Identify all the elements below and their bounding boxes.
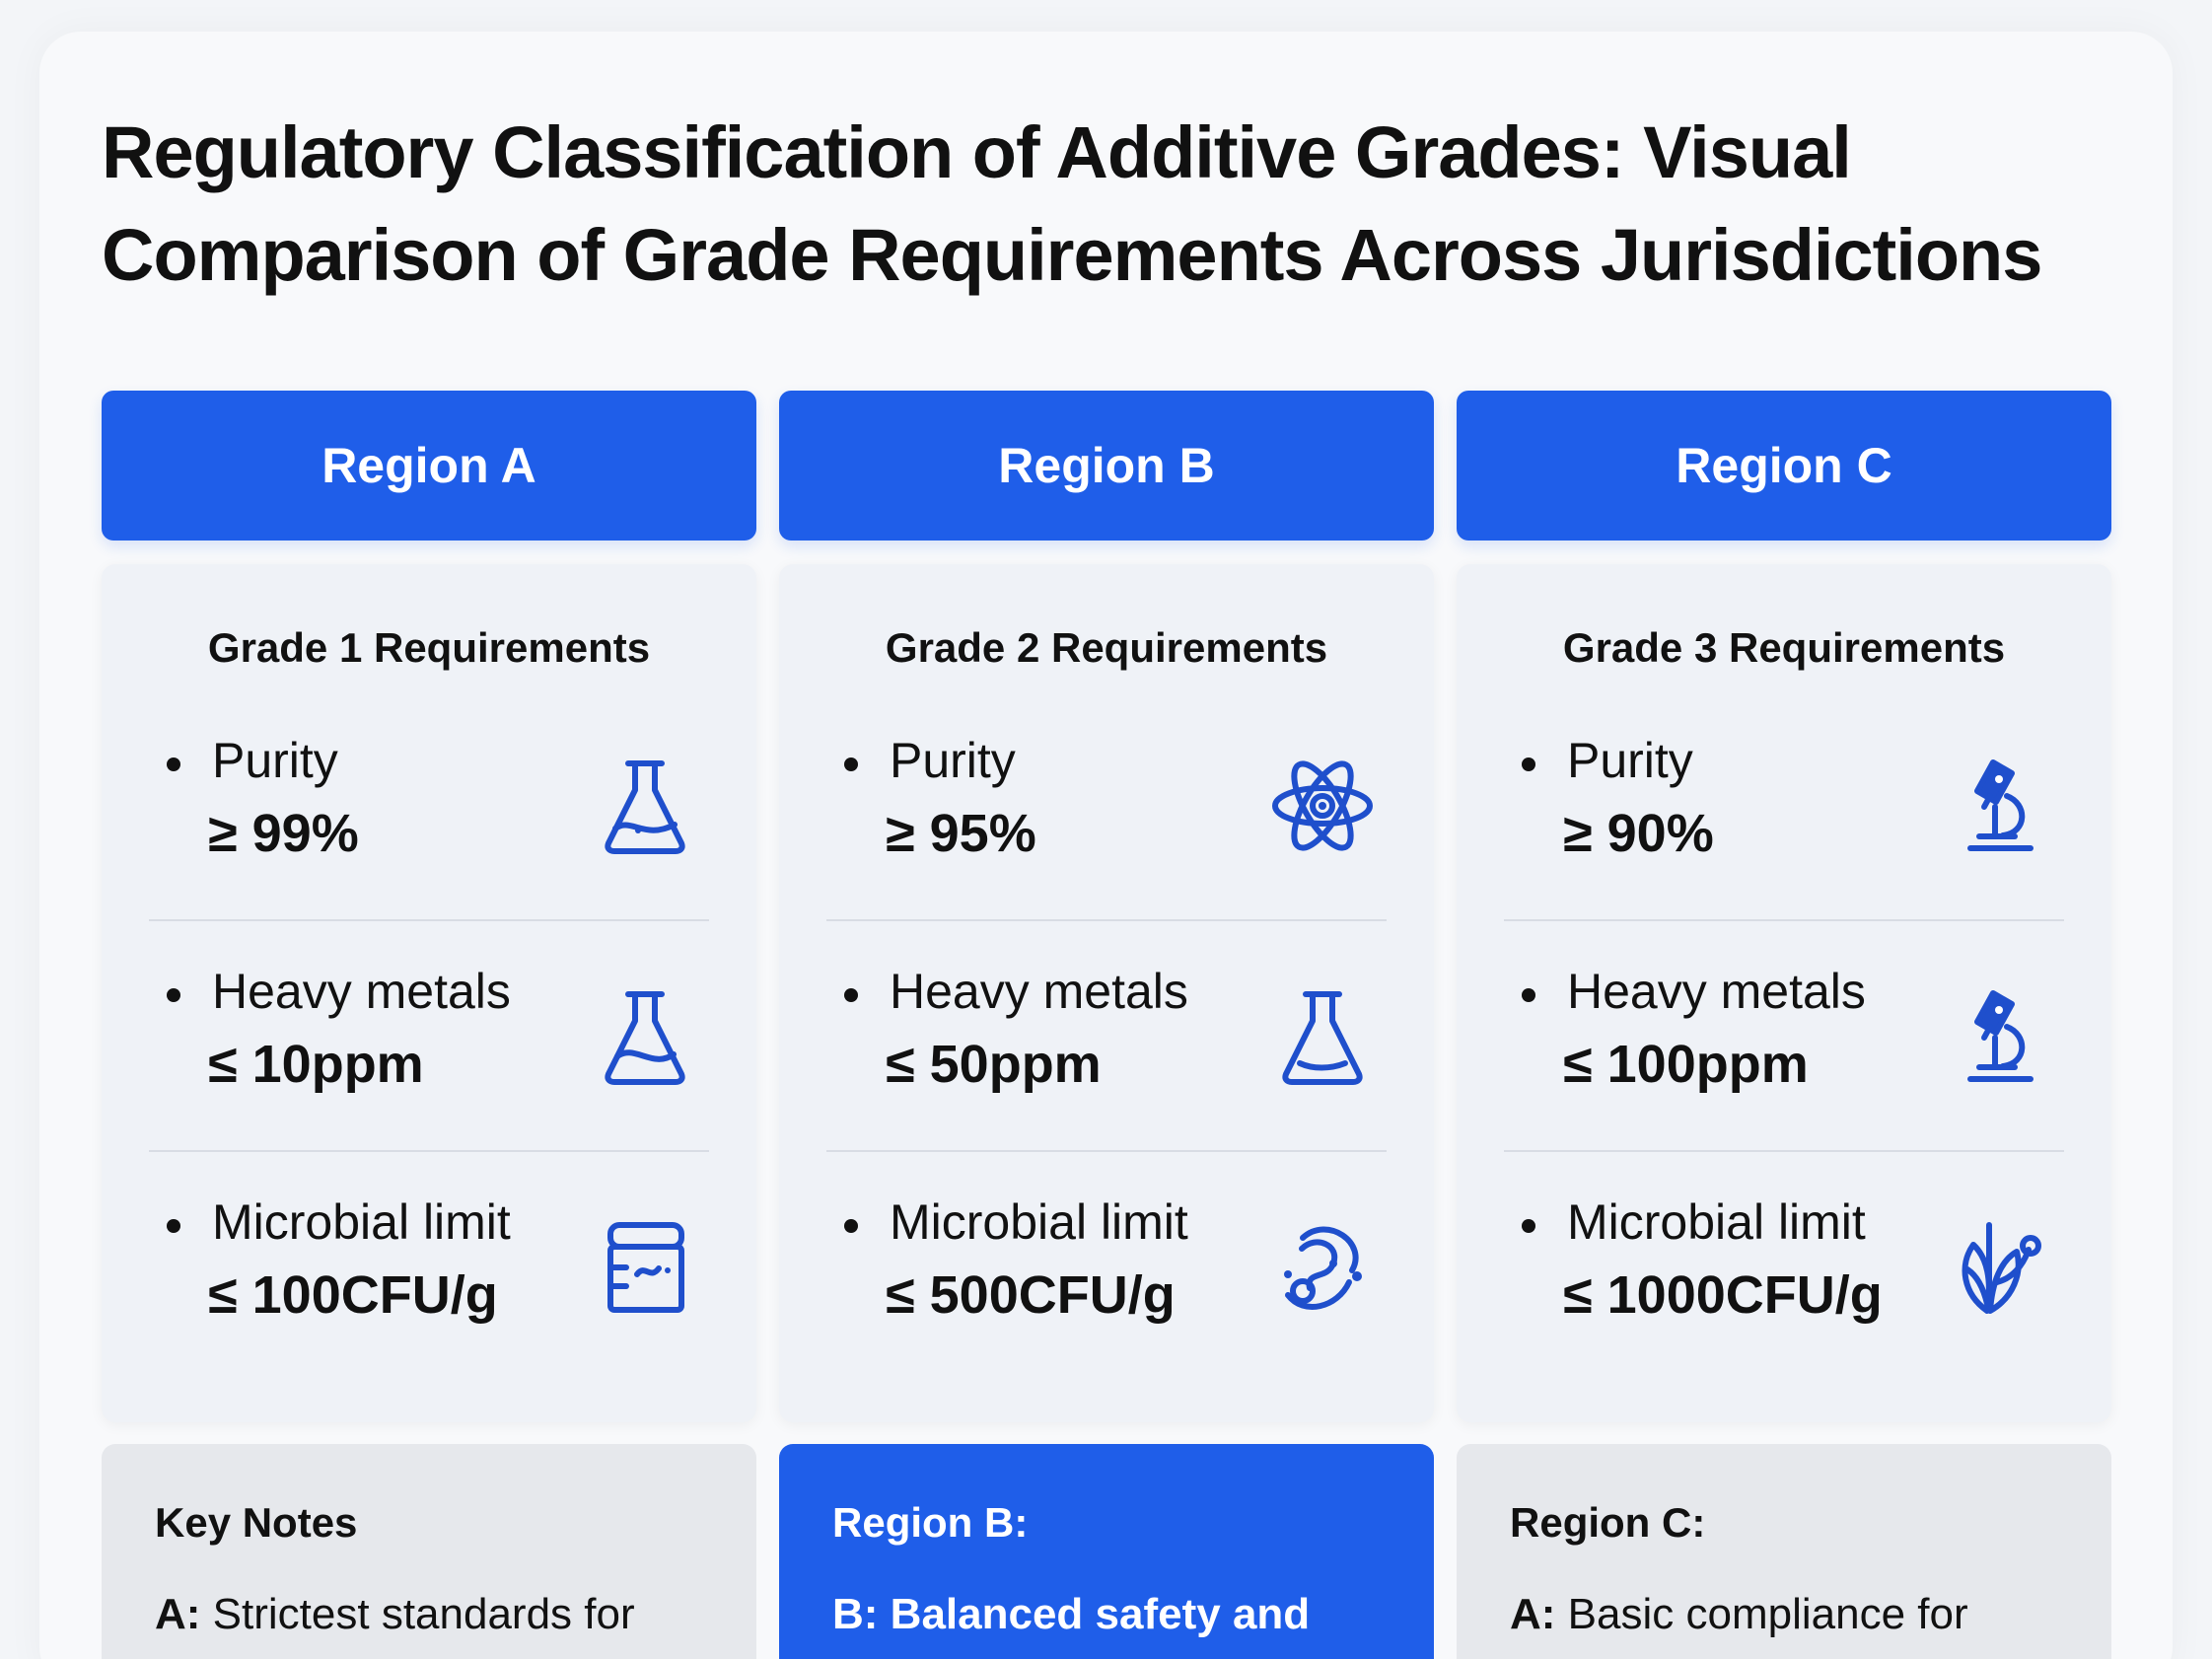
requirement-label: Purity [1567, 733, 1693, 788]
atom-icon [1268, 752, 1377, 860]
requirement-value: ≤ 50ppm [886, 1035, 1102, 1094]
bullet-point [167, 757, 180, 771]
region-a-header: Region A [102, 391, 756, 541]
note-body: Basic compliance for [1567, 1590, 1968, 1638]
requirement-label: Heavy metals [890, 964, 1188, 1019]
bullet-point [844, 757, 858, 771]
requirement-label: Heavy metals [1567, 964, 1866, 1019]
requirement-label: Microbial limit [1567, 1194, 1866, 1250]
note-prefix: A: [155, 1590, 201, 1638]
requirement-label: Microbial limit [212, 1194, 511, 1250]
note-body: Strictest standards for [212, 1590, 635, 1638]
requirement-label: Purity [890, 733, 1016, 788]
flask-icon [591, 752, 699, 860]
region-c-header: Region C [1457, 391, 2111, 541]
requirement-value: ≤ 1000CFU/g [1563, 1265, 1883, 1325]
region-b-note-card [779, 1444, 1434, 1659]
note-text [832, 1584, 1394, 1645]
bullet-point [1522, 1219, 1535, 1233]
bullet-point [1522, 757, 1535, 771]
requirement-item [1457, 921, 2111, 1152]
requirement-label: Purity [212, 733, 338, 788]
requirement-item [779, 690, 1434, 921]
requirement-value: ≤ 100CFU/g [208, 1265, 498, 1325]
page-title: Regulatory Classification of Additive Grades: Visual Comparison of Grade Requirements Across Jurisdictions [102, 111, 2042, 296]
note-title: Key Notes [155, 1499, 358, 1546]
region-c-note-card [1457, 1444, 2111, 1659]
region-b-grade-card [779, 564, 1434, 1422]
requirement-item [1457, 1152, 2111, 1383]
region-c-grade-card [1457, 564, 2111, 1422]
bullet-point [1522, 988, 1535, 1002]
requirement-value: ≤ 100ppm [1563, 1035, 1809, 1094]
requirement-value: ≤ 10ppm [208, 1035, 424, 1094]
requirement-item [779, 921, 1434, 1152]
bullet-point [844, 1219, 858, 1233]
requirement-value: ≤ 500CFU/g [886, 1265, 1176, 1325]
flask-icon [591, 982, 699, 1091]
leaf-icon [1946, 1213, 2054, 1322]
note-prefix: B: [832, 1590, 879, 1638]
note-text [155, 1584, 717, 1645]
grade-title: Grade 1 Requirements [207, 624, 651, 671]
key-notes-card [102, 1444, 756, 1659]
region-a-grade-card [102, 564, 756, 1422]
note-prefix: A: [1510, 1590, 1556, 1638]
microscope-icon [1946, 982, 2054, 1091]
note-body: Balanced safety and [890, 1590, 1311, 1638]
requirement-value: ≥ 95% [886, 804, 1036, 863]
note-title: Region B: [832, 1499, 1029, 1546]
requirement-value: ≥ 99% [208, 804, 359, 863]
requirement-item [1457, 690, 2111, 921]
microscope-icon [1946, 752, 2054, 860]
requirement-item [779, 1152, 1434, 1383]
region-b-header: Region B [779, 391, 1434, 541]
requirement-value: ≥ 90% [1563, 804, 1714, 863]
requirement-label: Heavy metals [212, 964, 511, 1019]
flask-icon [1268, 982, 1377, 1091]
microbe-icon [1268, 1213, 1377, 1322]
note-title: Region C: [1510, 1499, 1706, 1546]
bullet-point [844, 988, 858, 1002]
grade-title: Grade 3 Requirements [1562, 624, 2006, 671]
grade-title: Grade 2 Requirements [885, 624, 1328, 671]
requirement-label: Microbial limit [890, 1194, 1188, 1250]
requirement-item [102, 690, 756, 921]
bullet-point [167, 988, 180, 1002]
note-text [1510, 1584, 2072, 1645]
requirement-item [102, 921, 756, 1152]
requirement-item [102, 1152, 756, 1383]
bullet-point [167, 1219, 180, 1233]
container-icon [591, 1213, 699, 1322]
